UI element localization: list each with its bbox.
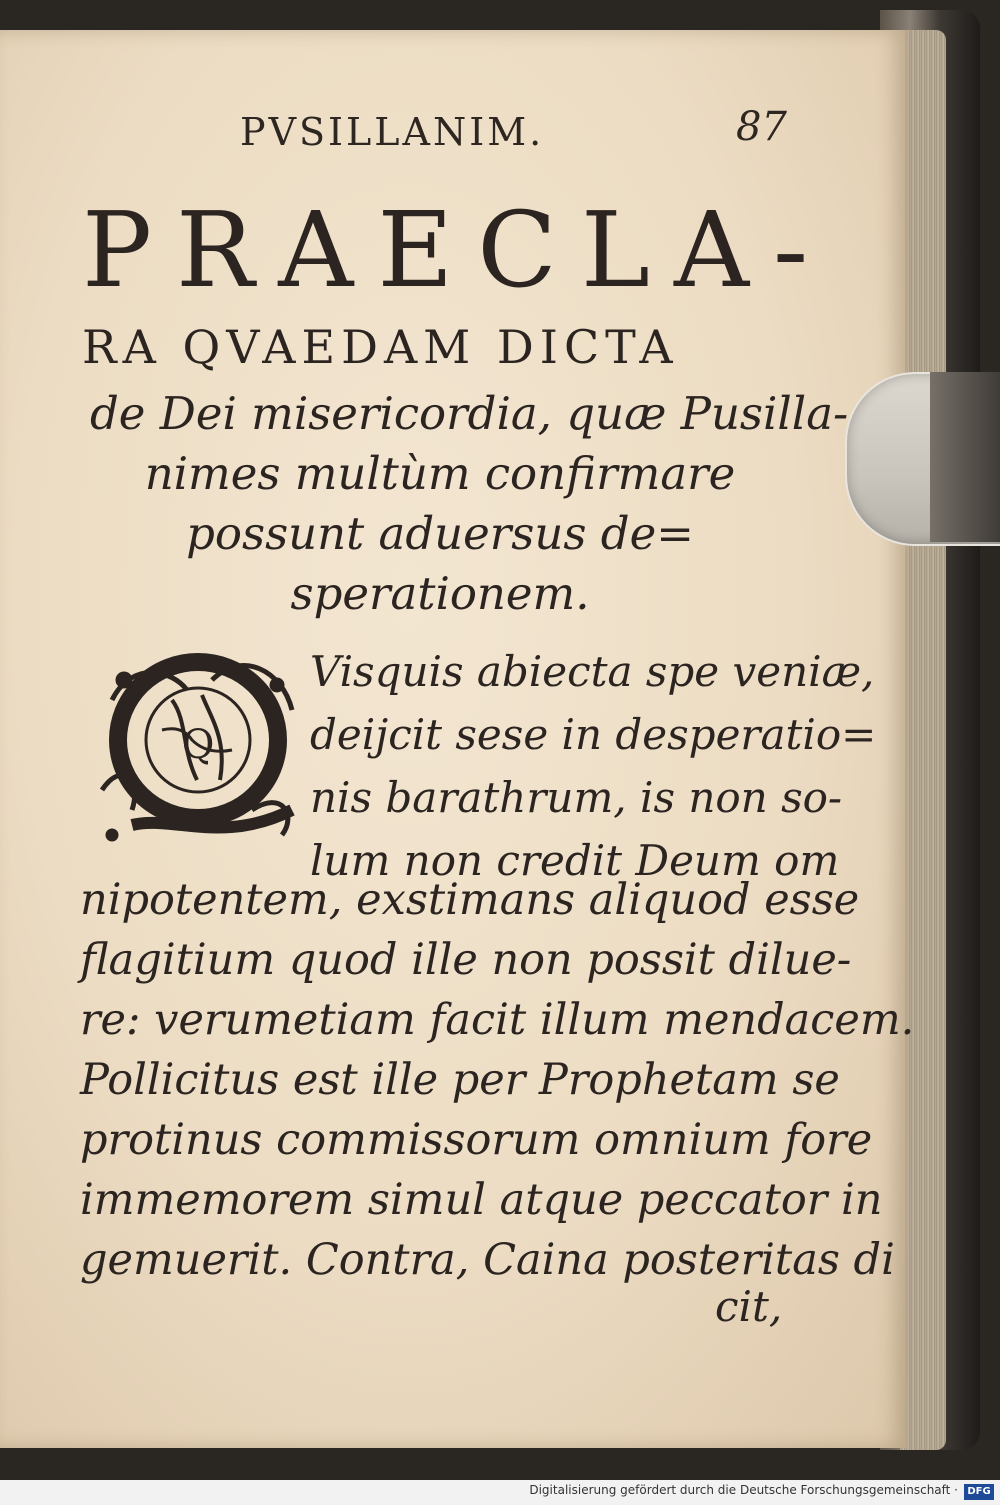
text-line: protinus commissorum omnium fore	[80, 1115, 873, 1165]
text-line: lum non credit Deum om	[310, 836, 840, 885]
text-line: nipotentem, exstimans aliquod esse	[80, 875, 860, 925]
decorated-initial-icon	[92, 640, 304, 852]
title-line: possunt aduersus de=	[186, 507, 694, 560]
initial-letter: Q	[181, 722, 215, 768]
title-heading: PRAECLA-	[82, 189, 833, 311]
page-number: 87	[736, 104, 787, 150]
funding-credit: Digitalisierung gefördert durch die Deutsche Forschungsgemeinschaft ·	[529, 1483, 958, 1497]
book-page	[0, 30, 915, 1448]
catchword: cit,	[715, 1282, 783, 1331]
title-subheading: RA QVAEDAM DICTA	[82, 320, 679, 374]
page-header	[240, 104, 800, 170]
text-line: nis barathrum, is non so-	[310, 773, 843, 822]
title-line: de Dei misericordia, quæ Pusilla-	[90, 387, 849, 440]
running-head: PVSILLANIM.	[240, 110, 545, 154]
bookmark-band	[930, 372, 1000, 542]
text-line: flagitium quod ille non possit dilue-	[80, 935, 852, 985]
text-line: Pollicitus est ille per Prophetam se	[80, 1055, 840, 1105]
initial-paragraph	[310, 640, 877, 892]
title-line: nimes multùm confirmare	[144, 447, 736, 500]
text-line: deijcit sese in desperatio=	[310, 710, 877, 759]
text-line: gemuerit. Contra, Caina posteritas di	[80, 1235, 895, 1285]
text-line: immemorem simul atque peccator in	[80, 1175, 883, 1225]
dfg-logo-icon: DFG	[964, 1484, 994, 1500]
text-line: Visquis abiecta spe veniæ,	[310, 647, 875, 696]
text-line: re: verumetiam facit illum mendacem.	[80, 995, 915, 1045]
body-paragraph	[80, 870, 915, 1290]
title-italic-block	[90, 384, 849, 624]
digitization-footer	[0, 1480, 1000, 1505]
title-line: sperationem.	[290, 567, 590, 620]
